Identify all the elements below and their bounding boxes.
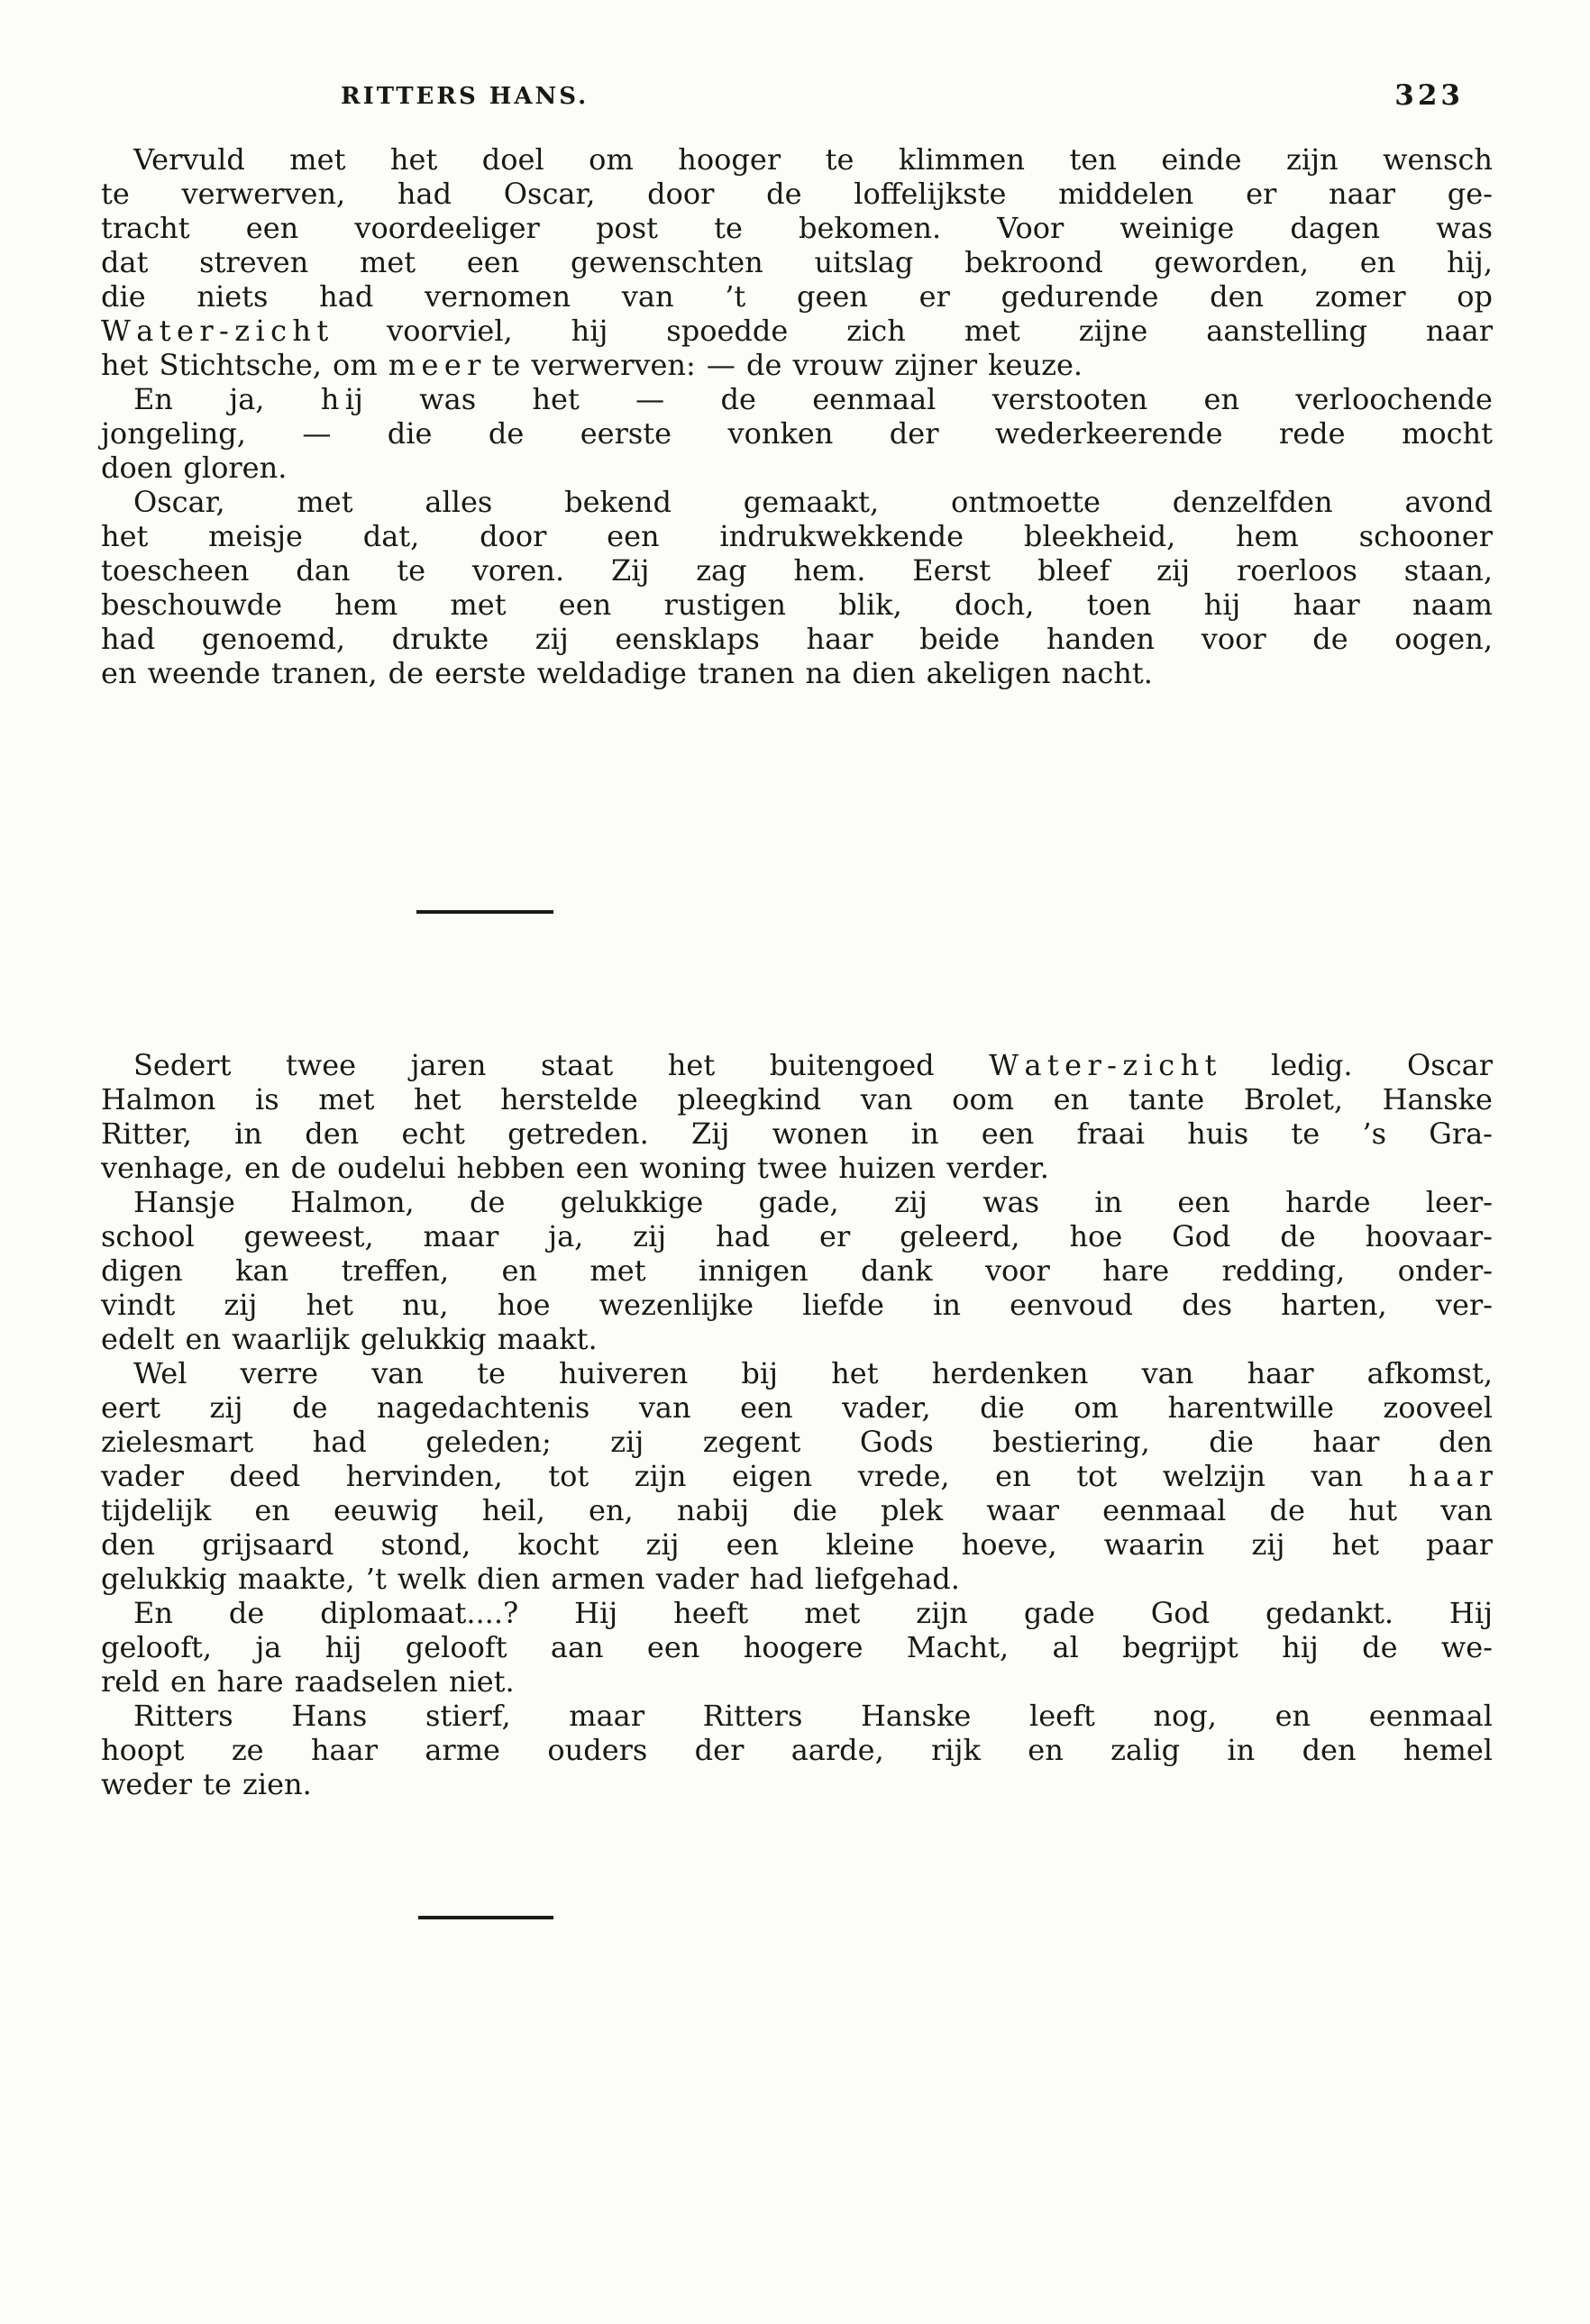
page-header: [0, 79, 1590, 123]
text-line: venhage, en de oudelui hebben een woning twee huizen verder.: [101, 1151, 1049, 1185]
paragraph: [101, 1185, 1493, 1356]
text-line: dat streven met een gewenschten uitslag bekroond geworden, en hij,: [101, 245, 1493, 279]
text-line: eert zij de nagedachtenis van een vader, die om harentwille zooveel: [101, 1390, 1493, 1425]
text-line: het Stichtsche, om m e e r te verwerven: — de vrouw zijner keuze.: [101, 348, 1083, 382]
text-line: En de diplomaat....? Hij heeft met zijn gade God gedankt. Hij: [133, 1596, 1493, 1630]
text-section-1: [101, 142, 1493, 690]
text-line: vindt zij het nu, hoe wezenlijke liefde in eenvoud des harten, ver-: [101, 1288, 1493, 1322]
text-line: Sedert twee jaren staat het buitengoed W a t e r - z i c h t ledig. Oscar: [133, 1048, 1493, 1082]
text-line: En ja, h ij was het — de eenmaal verstooten en verloochende: [133, 382, 1493, 416]
text-line: had genoemd, drukte zij eensklaps haar beide handen voor de oogen,: [101, 622, 1493, 656]
text-line: het meisje dat, door een indrukwekkende bleekheid, hem schooner: [101, 519, 1493, 553]
page-number: 323: [1394, 79, 1464, 112]
text-line: zielesmart had geleden; zij zegent Gods bestiering, die haar den: [101, 1425, 1493, 1459]
paragraph: [101, 1699, 1493, 1801]
text-line: Ritters Hans stierf, maar Ritters Hanske leeft nog, en eenmaal: [133, 1699, 1493, 1733]
text-line: Hansje Halmon, de gelukkige gade, zij was in een harde leer-: [133, 1185, 1493, 1219]
end-divider: [418, 1916, 553, 1919]
text-line: den grijsaard stond, kocht zij een kleine hoeve, waarin zij het paar: [101, 1527, 1493, 1562]
text-line: gelukkig maakte, ’t welk dien armen vader had liefgehad.: [101, 1562, 960, 1596]
paragraph: [101, 485, 1493, 690]
text-section-2: [101, 1048, 1493, 1801]
text-line: Oscar, met alles bekend gemaakt, ontmoette denzelfden avond: [133, 485, 1493, 519]
text-line: doen gloren.: [101, 451, 288, 485]
paragraph: [101, 1596, 1493, 1699]
text-line: W a t e r - z i c h t voorviel, hij spoedde zich met zijne aanstelling naar: [101, 314, 1493, 348]
text-line: school geweest, maar ja, zij had er geleerd, hoe God de hoovaar-: [101, 1219, 1493, 1253]
paragraph: [101, 1356, 1493, 1596]
paragraph: [101, 1048, 1493, 1185]
text-line: reld en hare raadselen niet.: [101, 1664, 515, 1699]
text-line: te verwerven, had Oscar, door de loffelijkste middelen er naar ge-: [101, 177, 1493, 211]
text-line: weder te zien.: [101, 1767, 312, 1801]
text-line: die niets had vernomen van ’t geen er gedurende den zomer op: [101, 279, 1493, 314]
text-line: tijdelijk en eeuwig heil, en, nabij die plek waar eenmaal de hut van: [101, 1493, 1493, 1527]
text-line: Vervuld met het doel om hooger te klimmen ten einde zijn wensch: [133, 142, 1493, 177]
text-line: Halmon is met het herstelde pleegkind van oom en tante Brolet, Hanske: [101, 1082, 1493, 1116]
text-line: digen kan treffen, en met innigen dank voor hare redding, onder-: [101, 1253, 1493, 1288]
text-line: hoopt ze haar arme ouders der aarde, rijk en zalig in den hemel: [101, 1733, 1493, 1767]
text-line: jongeling, — die de eerste vonken der wederkeerende rede mocht: [101, 416, 1493, 451]
section-divider: [416, 910, 553, 914]
text-line: Ritter, in den echt getreden. Zij wonen in een fraai huis te ’s Gra-: [101, 1116, 1493, 1151]
paragraph: [101, 142, 1493, 382]
text-line: tracht een voordeeliger post te bekomen. Voor weinige dagen was: [101, 211, 1493, 245]
text-line: edelt en waarlijk gelukkig maakt.: [101, 1322, 598, 1356]
running-title: RITTERS HANS.: [341, 83, 589, 110]
paragraph: [101, 382, 1493, 485]
text-line: gelooft, ja hij gelooft aan een hoogere Macht, al begrijpt hij de we-: [101, 1630, 1493, 1664]
text-line: vader deed hervinden, tot zijn eigen vrede, en tot welzijn van h a a r: [101, 1459, 1493, 1493]
text-line: toescheen dan te voren. Zij zag hem. Eerst bleef zij roerloos staan,: [101, 553, 1493, 588]
text-line: en weende tranen, de eerste weldadige tranen na dien akeligen nacht.: [101, 656, 1153, 690]
text-line: beschouwde hem met een rustigen blik, doch, toen hij haar naam: [101, 588, 1493, 622]
text-line: Wel verre van te huiveren bij het herdenken van haar afkomst,: [133, 1356, 1493, 1390]
